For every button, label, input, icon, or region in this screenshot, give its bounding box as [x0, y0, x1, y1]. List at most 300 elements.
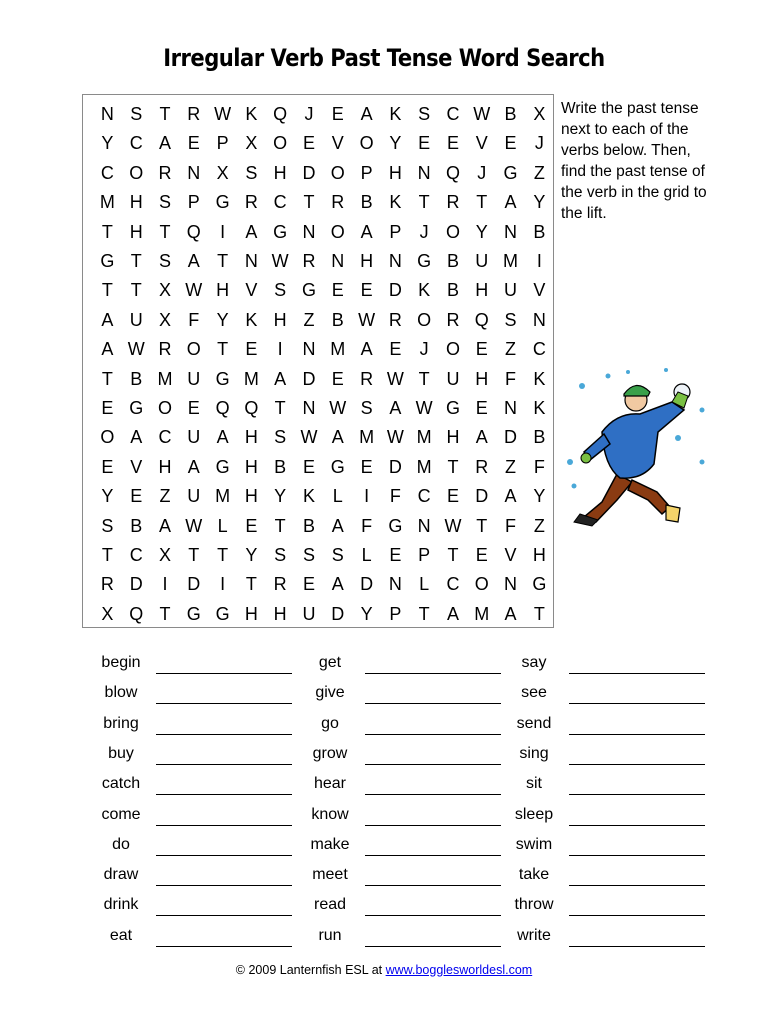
- grid-letter[interactable]: R: [187, 104, 201, 124]
- grid-letter[interactable]: N: [388, 251, 402, 271]
- answer-blank[interactable]: [156, 673, 292, 674]
- grid-letter[interactable]: N: [532, 309, 546, 330]
- grid-letter[interactable]: T: [159, 221, 171, 242]
- grid-letter[interactable]: D: [475, 486, 489, 507]
- grid-letter[interactable]: S: [302, 545, 315, 565]
- grid-letter[interactable]: C: [100, 162, 114, 183]
- answer-blank[interactable]: [569, 915, 705, 916]
- grid-letter[interactable]: C: [129, 545, 143, 565]
- grid-letter[interactable]: Y: [101, 133, 114, 154]
- grid-letter[interactable]: H: [158, 456, 172, 477]
- grid-letter[interactable]: E: [446, 133, 459, 154]
- grid-letter[interactable]: B: [274, 456, 287, 477]
- grid-letter[interactable]: V: [533, 280, 546, 301]
- grid-letter[interactable]: R: [158, 339, 172, 360]
- grid-letter[interactable]: D: [388, 280, 402, 301]
- grid-letter[interactable]: G: [215, 368, 230, 389]
- grid-letter[interactable]: V: [475, 133, 488, 154]
- grid-letter[interactable]: V: [245, 280, 258, 301]
- grid-letter[interactable]: I: [364, 486, 370, 507]
- grid-letter[interactable]: N: [388, 574, 402, 595]
- grid-letter[interactable]: B: [130, 515, 143, 536]
- grid-letter[interactable]: E: [302, 574, 315, 595]
- grid-letter[interactable]: K: [533, 368, 546, 389]
- grid-letter[interactable]: X: [101, 603, 114, 624]
- grid-letter[interactable]: C: [158, 427, 172, 448]
- grid-letter[interactable]: A: [331, 515, 344, 536]
- grid-letter[interactable]: G: [532, 574, 547, 595]
- grid-letter[interactable]: N: [504, 574, 518, 595]
- grid-letter[interactable]: T: [447, 456, 459, 477]
- answer-blank[interactable]: [569, 825, 705, 826]
- grid-letter[interactable]: A: [389, 398, 402, 418]
- answer-blank[interactable]: [156, 885, 292, 886]
- grid-letter[interactable]: O: [359, 133, 374, 154]
- grid-letter[interactable]: A: [101, 339, 114, 360]
- grid-letter[interactable]: H: [129, 221, 143, 242]
- grid-letter[interactable]: S: [245, 162, 258, 183]
- grid-letter[interactable]: W: [127, 339, 145, 360]
- grid-letter[interactable]: I: [220, 221, 226, 242]
- answer-blank[interactable]: [365, 885, 501, 886]
- answer-blank[interactable]: [365, 825, 501, 826]
- grid-letter[interactable]: T: [101, 280, 113, 301]
- grid-letter[interactable]: D: [302, 368, 316, 389]
- grid-letter[interactable]: H: [532, 545, 546, 565]
- grid-letter[interactable]: B: [446, 251, 459, 271]
- grid-letter[interactable]: E: [389, 339, 402, 360]
- grid-letter[interactable]: R: [273, 574, 287, 595]
- grid-letter[interactable]: W: [358, 309, 376, 330]
- grid-letter[interactable]: I: [277, 339, 283, 360]
- grid-letter[interactable]: H: [475, 280, 489, 301]
- grid-letter[interactable]: V: [130, 456, 143, 477]
- grid-letter[interactable]: U: [504, 280, 518, 301]
- grid-letter[interactable]: H: [244, 603, 258, 624]
- grid-letter[interactable]: R: [244, 192, 258, 213]
- answer-blank[interactable]: [569, 794, 705, 795]
- grid-letter[interactable]: D: [504, 427, 518, 448]
- grid-letter[interactable]: T: [188, 545, 200, 565]
- grid-letter[interactable]: A: [504, 192, 517, 213]
- grid-letter[interactable]: U: [187, 427, 201, 448]
- answer-blank[interactable]: [156, 946, 292, 947]
- grid-letter[interactable]: H: [244, 456, 258, 477]
- grid-letter[interactable]: G: [388, 515, 403, 536]
- grid-letter[interactable]: H: [388, 162, 402, 183]
- answer-blank[interactable]: [569, 855, 705, 856]
- grid-letter[interactable]: C: [446, 104, 460, 124]
- grid-letter[interactable]: A: [216, 427, 229, 448]
- grid-letter[interactable]: Y: [533, 486, 546, 507]
- answer-blank[interactable]: [365, 764, 501, 765]
- grid-letter[interactable]: K: [533, 398, 546, 418]
- grid-letter[interactable]: Y: [216, 309, 229, 330]
- grid-letter[interactable]: T: [418, 368, 430, 389]
- grid-letter[interactable]: O: [186, 339, 201, 360]
- grid-letter[interactable]: Y: [389, 133, 402, 154]
- answer-blank[interactable]: [365, 915, 501, 916]
- answer-blank[interactable]: [156, 915, 292, 916]
- grid-letter[interactable]: A: [101, 309, 114, 330]
- grid-letter[interactable]: T: [476, 515, 488, 536]
- grid-letter[interactable]: L: [419, 574, 430, 595]
- grid-letter[interactable]: E: [302, 133, 315, 154]
- grid-letter[interactable]: T: [217, 339, 229, 360]
- grid-letter[interactable]: B: [302, 515, 315, 536]
- grid-letter[interactable]: V: [331, 133, 344, 154]
- grid-letter[interactable]: A: [360, 339, 373, 360]
- grid-letter[interactable]: E: [187, 398, 200, 418]
- grid-letter[interactable]: W: [329, 398, 347, 418]
- grid-letter[interactable]: S: [331, 545, 344, 565]
- grid-letter[interactable]: Z: [505, 339, 517, 360]
- grid-letter[interactable]: E: [187, 133, 200, 154]
- grid-letter[interactable]: M: [330, 339, 346, 360]
- grid-letter[interactable]: E: [302, 456, 315, 477]
- grid-letter[interactable]: C: [532, 339, 546, 360]
- grid-letter[interactable]: F: [505, 515, 517, 536]
- grid-letter[interactable]: T: [101, 545, 113, 565]
- grid-letter[interactable]: A: [331, 574, 344, 595]
- grid-letter[interactable]: F: [361, 515, 373, 536]
- grid-letter[interactable]: T: [418, 603, 430, 624]
- grid-letter[interactable]: O: [330, 221, 345, 242]
- grid-letter[interactable]: A: [360, 221, 373, 242]
- grid-letter[interactable]: M: [157, 368, 173, 389]
- grid-letter[interactable]: G: [215, 456, 230, 477]
- answer-blank[interactable]: [365, 734, 501, 735]
- grid-letter[interactable]: R: [331, 192, 345, 213]
- grid-letter[interactable]: B: [533, 427, 546, 448]
- grid-letter[interactable]: T: [159, 104, 171, 124]
- grid-letter[interactable]: D: [388, 456, 402, 477]
- grid-letter[interactable]: W: [271, 251, 289, 271]
- grid-letter[interactable]: T: [217, 545, 229, 565]
- grid-letter[interactable]: S: [274, 427, 287, 448]
- grid-letter[interactable]: W: [214, 104, 232, 124]
- grid-letter[interactable]: W: [444, 515, 462, 536]
- grid-letter[interactable]: W: [185, 515, 203, 536]
- grid-letter[interactable]: E: [475, 339, 488, 360]
- grid-letter[interactable]: E: [475, 398, 488, 418]
- grid-letter[interactable]: T: [303, 192, 315, 213]
- grid-letter[interactable]: U: [187, 486, 201, 507]
- grid-letter[interactable]: C: [446, 574, 460, 595]
- grid-letter[interactable]: A: [331, 427, 344, 448]
- grid-letter[interactable]: R: [360, 368, 374, 389]
- grid-letter[interactable]: V: [504, 545, 517, 565]
- grid-letter[interactable]: M: [474, 603, 490, 624]
- grid-letter[interactable]: O: [100, 427, 115, 448]
- grid-letter[interactable]: I: [220, 574, 226, 595]
- grid-letter[interactable]: U: [475, 251, 489, 271]
- grid-letter[interactable]: K: [389, 192, 402, 213]
- grid-letter[interactable]: U: [129, 309, 143, 330]
- grid-letter[interactable]: H: [273, 603, 287, 624]
- grid-letter[interactable]: T: [159, 603, 171, 624]
- grid-letter[interactable]: U: [187, 368, 201, 389]
- answer-blank[interactable]: [156, 703, 292, 704]
- grid-letter[interactable]: A: [187, 251, 200, 271]
- grid-letter[interactable]: A: [274, 368, 287, 389]
- grid-letter[interactable]: A: [187, 456, 200, 477]
- grid-letter[interactable]: M: [416, 427, 432, 448]
- grid-letter[interactable]: H: [273, 309, 287, 330]
- grid-letter[interactable]: T: [274, 515, 286, 536]
- grid-letter[interactable]: H: [475, 368, 489, 389]
- grid-letter[interactable]: K: [302, 486, 315, 507]
- grid-letter[interactable]: Z: [505, 456, 517, 477]
- grid-letter[interactable]: D: [187, 574, 201, 595]
- grid-letter[interactable]: G: [186, 603, 201, 624]
- answer-blank[interactable]: [156, 764, 292, 765]
- grid-letter[interactable]: P: [216, 133, 229, 154]
- answer-blank[interactable]: [569, 703, 705, 704]
- grid-letter[interactable]: E: [130, 486, 143, 507]
- grid-letter[interactable]: Y: [274, 486, 287, 507]
- grid-letter[interactable]: H: [360, 251, 374, 271]
- grid-letter[interactable]: H: [244, 427, 258, 448]
- grid-letter[interactable]: J: [477, 162, 487, 183]
- grid-letter[interactable]: O: [330, 162, 345, 183]
- grid-letter[interactable]: D: [331, 603, 345, 624]
- grid-letter[interactable]: G: [129, 398, 144, 418]
- grid-letter[interactable]: X: [245, 133, 258, 154]
- grid-letter[interactable]: G: [445, 398, 460, 418]
- grid-letter[interactable]: L: [217, 515, 228, 536]
- grid-letter[interactable]: B: [360, 192, 373, 213]
- grid-letter[interactable]: Y: [360, 603, 373, 624]
- grid-letter[interactable]: A: [158, 133, 171, 154]
- grid-letter[interactable]: P: [187, 192, 200, 213]
- grid-letter[interactable]: S: [274, 280, 287, 301]
- grid-letter[interactable]: H: [446, 427, 460, 448]
- grid-letter[interactable]: T: [245, 574, 257, 595]
- answer-blank[interactable]: [569, 673, 705, 674]
- grid-letter[interactable]: E: [245, 339, 258, 360]
- grid-letter[interactable]: N: [187, 162, 201, 183]
- grid-letter[interactable]: W: [386, 368, 404, 389]
- grid-letter[interactable]: S: [158, 192, 171, 213]
- grid-letter[interactable]: B: [533, 221, 546, 242]
- grid-letter[interactable]: R: [446, 192, 460, 213]
- grid-letter[interactable]: M: [243, 368, 259, 389]
- grid-letter[interactable]: A: [446, 603, 459, 624]
- grid-letter[interactable]: E: [504, 133, 517, 154]
- grid-letter[interactable]: X: [216, 162, 229, 183]
- grid-letter[interactable]: M: [359, 427, 375, 448]
- grid-letter[interactable]: Q: [244, 398, 259, 418]
- grid-letter[interactable]: N: [244, 251, 258, 271]
- grid-letter[interactable]: Q: [215, 398, 230, 418]
- grid-letter[interactable]: A: [158, 515, 171, 536]
- grid-letter[interactable]: X: [158, 309, 171, 330]
- grid-letter[interactable]: E: [331, 368, 344, 389]
- grid-letter[interactable]: N: [417, 162, 431, 183]
- grid-letter[interactable]: G: [301, 280, 316, 301]
- grid-letter[interactable]: K: [245, 309, 258, 330]
- grid-letter[interactable]: X: [158, 280, 171, 301]
- grid-letter[interactable]: J: [304, 104, 314, 124]
- grid-letter[interactable]: S: [274, 545, 287, 565]
- grid-letter[interactable]: T: [533, 603, 545, 624]
- grid-letter[interactable]: T: [101, 368, 113, 389]
- grid-letter[interactable]: O: [474, 574, 489, 595]
- grid-letter[interactable]: F: [389, 486, 401, 507]
- grid-letter[interactable]: B: [331, 309, 344, 330]
- grid-letter[interactable]: Y: [101, 486, 114, 507]
- grid-letter[interactable]: P: [360, 162, 373, 183]
- grid-letter[interactable]: A: [504, 486, 517, 507]
- grid-letter[interactable]: X: [533, 104, 546, 124]
- grid-letter[interactable]: O: [157, 398, 172, 418]
- grid-letter[interactable]: T: [447, 545, 459, 565]
- grid-letter[interactable]: O: [445, 221, 460, 242]
- grid-letter[interactable]: Y: [533, 192, 546, 213]
- grid-letter[interactable]: W: [473, 104, 491, 124]
- grid-letter[interactable]: R: [475, 456, 489, 477]
- grid-letter[interactable]: U: [446, 368, 460, 389]
- grid-letter[interactable]: L: [332, 486, 343, 507]
- grid-letter[interactable]: O: [273, 133, 288, 154]
- answer-blank[interactable]: [365, 703, 501, 704]
- grid-letter[interactable]: F: [533, 456, 545, 477]
- grid-letter[interactable]: D: [302, 162, 316, 183]
- grid-letter[interactable]: Q: [474, 309, 489, 330]
- grid-letter[interactable]: N: [417, 515, 431, 536]
- grid-letter[interactable]: R: [302, 251, 316, 271]
- grid-letter[interactable]: Q: [129, 603, 144, 624]
- grid-letter[interactable]: Z: [303, 309, 315, 330]
- grid-letter[interactable]: E: [360, 280, 373, 301]
- grid-letter[interactable]: E: [418, 133, 431, 154]
- grid-letter[interactable]: W: [386, 427, 404, 448]
- grid-letter[interactable]: T: [101, 221, 113, 242]
- grid-letter[interactable]: A: [475, 427, 488, 448]
- answer-blank[interactable]: [365, 673, 501, 674]
- grid-letter[interactable]: M: [215, 486, 231, 507]
- grid-letter[interactable]: R: [158, 162, 172, 183]
- grid-letter[interactable]: H: [273, 162, 287, 183]
- grid-letter[interactable]: B: [130, 368, 143, 389]
- grid-letter[interactable]: W: [300, 427, 318, 448]
- grid-letter[interactable]: H: [244, 486, 258, 507]
- grid-letter[interactable]: T: [274, 398, 286, 418]
- grid-letter[interactable]: N: [504, 221, 518, 242]
- grid-letter[interactable]: R: [388, 309, 402, 330]
- grid-letter[interactable]: A: [360, 104, 373, 124]
- grid-letter[interactable]: N: [302, 221, 316, 242]
- grid-letter[interactable]: S: [360, 398, 373, 418]
- grid-letter[interactable]: X: [158, 545, 171, 565]
- grid-letter[interactable]: N: [302, 398, 316, 418]
- grid-letter[interactable]: P: [389, 603, 402, 624]
- grid-letter[interactable]: W: [185, 280, 203, 301]
- grid-letter[interactable]: K: [418, 280, 431, 301]
- grid-letter[interactable]: Z: [533, 515, 545, 536]
- grid-letter[interactable]: E: [475, 545, 488, 565]
- grid-letter[interactable]: G: [215, 603, 230, 624]
- grid-letter[interactable]: C: [273, 192, 287, 213]
- grid-letter[interactable]: T: [217, 251, 229, 271]
- grid-letter[interactable]: G: [273, 221, 288, 242]
- grid-letter[interactable]: O: [129, 162, 144, 183]
- grid-letter[interactable]: S: [418, 104, 431, 124]
- grid-letter[interactable]: J: [534, 133, 544, 154]
- answer-blank[interactable]: [156, 855, 292, 856]
- grid-letter[interactable]: Z: [533, 162, 545, 183]
- grid-letter[interactable]: A: [245, 221, 258, 242]
- answer-blank[interactable]: [156, 825, 292, 826]
- grid-letter[interactable]: S: [130, 104, 143, 124]
- answer-blank[interactable]: [156, 734, 292, 735]
- answer-blank[interactable]: [569, 764, 705, 765]
- grid-letter[interactable]: H: [129, 192, 143, 213]
- grid-letter[interactable]: N: [504, 398, 518, 418]
- grid-letter[interactable]: J: [419, 339, 429, 360]
- grid-letter[interactable]: I: [536, 251, 542, 271]
- grid-letter[interactable]: T: [418, 192, 430, 213]
- grid-letter[interactable]: L: [361, 545, 372, 565]
- grid-letter[interactable]: S: [101, 515, 114, 536]
- grid-letter[interactable]: M: [503, 251, 519, 271]
- grid-letter[interactable]: N: [100, 104, 114, 124]
- grid-letter[interactable]: T: [130, 251, 142, 271]
- grid-letter[interactable]: K: [389, 104, 402, 124]
- grid-letter[interactable]: S: [504, 309, 517, 330]
- website-link[interactable]: www.bogglesworldesl.com: [385, 963, 533, 977]
- grid-letter[interactable]: Z: [159, 486, 171, 507]
- grid-letter[interactable]: Q: [186, 221, 201, 242]
- grid-letter[interactable]: G: [330, 456, 345, 477]
- grid-letter[interactable]: K: [245, 104, 258, 124]
- grid-letter[interactable]: U: [302, 603, 316, 624]
- grid-letter[interactable]: F: [188, 309, 200, 330]
- answer-blank[interactable]: [569, 946, 705, 947]
- grid-letter[interactable]: T: [130, 280, 142, 301]
- grid-letter[interactable]: E: [360, 456, 373, 477]
- grid-letter[interactable]: E: [101, 456, 114, 477]
- answer-blank[interactable]: [365, 946, 501, 947]
- grid-letter[interactable]: Q: [445, 162, 460, 183]
- grid-letter[interactable]: M: [416, 456, 432, 477]
- grid-letter[interactable]: R: [446, 309, 460, 330]
- grid-letter[interactable]: G: [417, 251, 432, 271]
- grid-letter[interactable]: O: [445, 339, 460, 360]
- grid-letter[interactable]: M: [99, 192, 115, 213]
- grid-letter[interactable]: G: [100, 251, 115, 271]
- grid-letter[interactable]: D: [129, 574, 143, 595]
- grid-letter[interactable]: Y: [245, 545, 258, 565]
- grid-letter[interactable]: S: [158, 251, 171, 271]
- grid-letter[interactable]: P: [389, 221, 402, 242]
- grid-letter[interactable]: D: [360, 574, 374, 595]
- grid-letter[interactable]: E: [331, 104, 344, 124]
- grid-letter[interactable]: R: [100, 574, 114, 595]
- answer-blank[interactable]: [569, 734, 705, 735]
- grid-letter[interactable]: C: [417, 486, 431, 507]
- grid-letter[interactable]: A: [130, 427, 143, 448]
- grid-letter[interactable]: E: [446, 486, 459, 507]
- grid-letter[interactable]: C: [129, 133, 143, 154]
- grid-letter[interactable]: G: [503, 162, 518, 183]
- answer-blank[interactable]: [569, 885, 705, 886]
- answer-blank[interactable]: [156, 794, 292, 795]
- grid-letter[interactable]: I: [162, 574, 168, 595]
- grid-letter[interactable]: E: [331, 280, 344, 301]
- answer-blank[interactable]: [365, 794, 501, 795]
